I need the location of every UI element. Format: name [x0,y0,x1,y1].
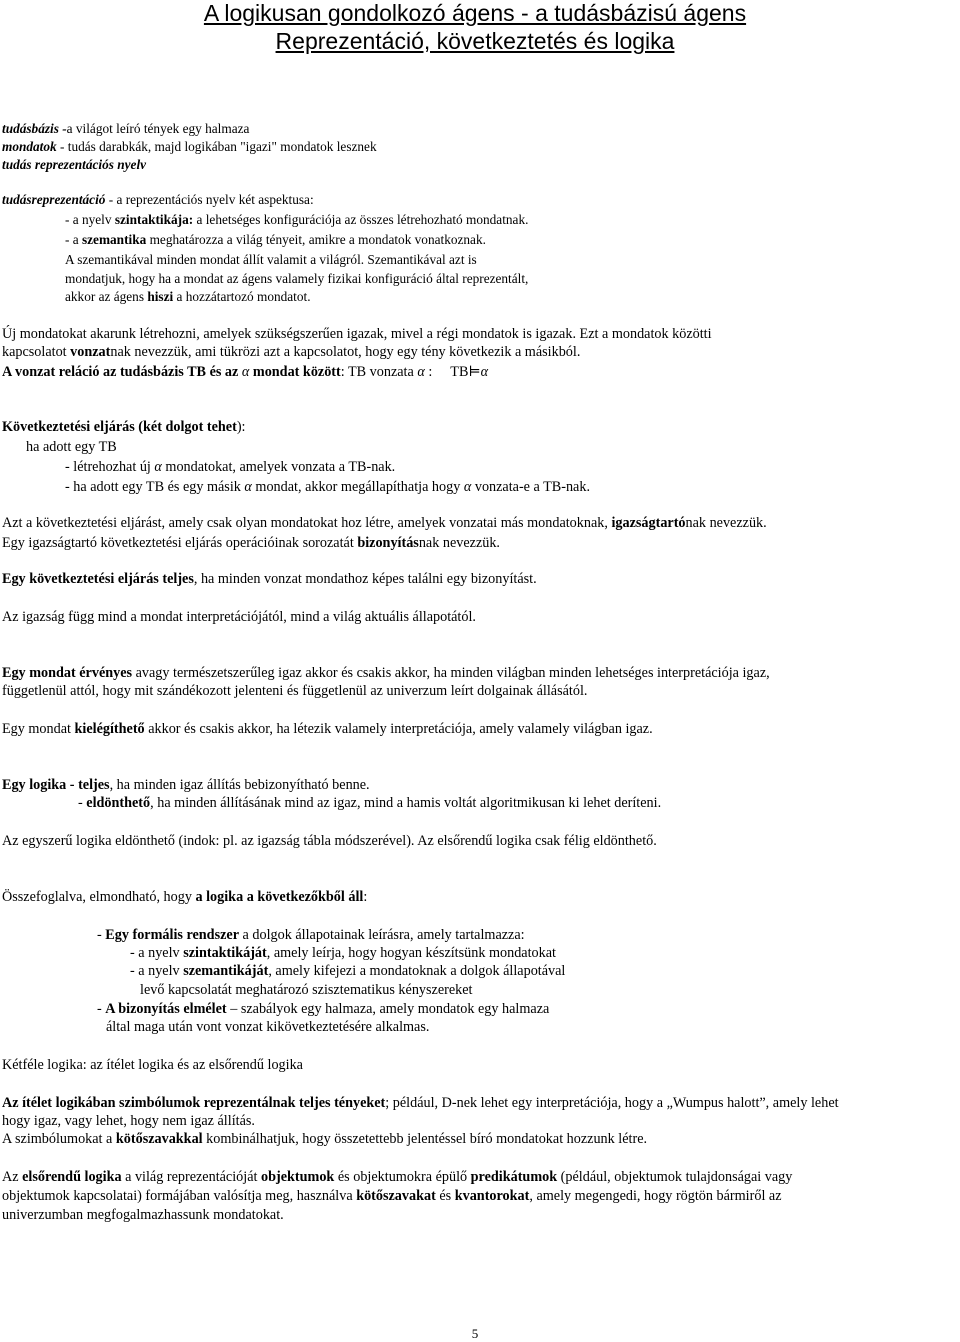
repr-line-3: - a szemantika meghatározza a világ tényeit, amikre a mondatok vonatkoznak. [65,232,486,247]
vonzat-line-2: kapcsolatot vonzatnak nevezzük, ami tükrözi azt a kapcsolatot, hogy egy tény következik a másikból. [2,344,581,360]
kovetk-line-1: ha adott egy TB [26,439,117,455]
repr-line-6: akkor az ágens hiszi a hozzátartozó mondatot. [65,289,311,304]
ketfele-line-2: Az ítélet logikában szimbólumok reprezentálnak teljes tényeket; például, D-nek lehet egy interpretációja, hogy a „Wumpus halott”, amely lehet [2,1095,839,1111]
alpha-symbol: α [154,459,162,475]
igazsag-line-4: Az igazság függ mind a mondat interpretációjától, mind a világ aktuális állapotától. [2,609,476,625]
kovetk-line-2: - létrehozhat új α mondatokat, amelyek vonzata a TB-nak. [65,459,396,475]
ketfele-line-6: objektumok kapcsolatai) formájában valósítja meg, használva kötőszavakat és kvantorokat, amely megengedi, hogy rögtön bármiről az [2,1188,782,1204]
ervenyes-line-3: Egy mondat kielégíthető akkor és csakis akkor, ha létezik valamely interpretációja, amely valamely világban igaz. [2,721,653,737]
repr-line-5: mondatjuk, hogy ha a mondat az ágens valamely fizikai konfiguráció által reprezentált, [65,271,529,286]
entails-symbol: ⊨ [468,364,481,380]
vonzat-line-3: A vonzat reláció az tudásbázis TB és az α mondat között: TB vonzata α : TB⊨α [2,364,489,380]
igazsag-line-1: Azt a következtetési eljárást, amely csak olyan mondatokat hoz létre, amelyek vonzatai más mondatoknak, igazságtartónak nevezzük. [2,515,767,531]
osszefog-line-1: Összefoglalva, elmondható, hogy a logika a következőkből áll: [2,889,368,905]
repr-line-4: A szemantikával minden mondat állít valamit a világról. Szemantikával azt is [65,252,477,267]
osszefog-item-1: - Egy formális rendszer a dolgok állapotainak leírásra, amely tartalmazza: [97,927,525,943]
intro-line-1: tudásbázis -a világot leíró tények egy halmaza [2,121,250,136]
igazsag-line-3: Egy következtetési eljárás teljes, ha minden vonzat mondathoz képes találni egy bizonyítást. [2,571,537,587]
kovetk-line-3: - ha adott egy TB és egy másik α mondat, akkor megállapíthatja hogy α vonzata-e a TB-nak. [65,479,590,495]
intro-line-2: mondatok - tudás darabkák, majd logikában "igazi" mondatok lesznek [2,139,377,154]
page-title-line2: Reprezentáció, következtetés és logika [275,28,675,54]
teljes-line-3: Az egyszerű logika eldönthető (indok: pl. az igazság tábla módszerével). Az elsőrendű logika csak félig eldönthető. [2,833,657,849]
ketfele-line-1: Kétféle logika: az ítélet logika és az elsőrendű logika [2,1057,303,1073]
teljes-line-2: - eldönthető, ha minden állításának mind az igaz, mind a hamis voltát algoritmikusan ki lehet deríteni. [78,795,662,811]
alpha-symbol: α [480,364,489,380]
ketfele-line-5: Az elsőrendű logika a világ reprezentációját objektumok és objektumokra épülő predikátumok (például, objektumok tulajdonságai vagy [2,1169,793,1185]
ketfele-line-7: univerzumban megfogalmazhassunk mondatokat. [2,1207,284,1223]
kovetk-heading: Következtetési eljárás (két dolgot tehet): [2,419,246,435]
alpha-symbol: α [241,364,250,380]
alpha-symbol: α [463,479,472,495]
igazsag-line-2: Egy igazságtartó következtetési eljárás operációinak sorozatát bizonyításnak nevezzük. [2,535,500,551]
repr-line-1: tudásreprezentáció - a reprezentációs nyelv két aspektusa: [2,192,314,207]
ervenyes-line-1: Egy mondat érvényes avagy természetszerűleg igaz akkor és csakis akkor, ha minden világban minden lehetséges interpretációja igaz, [2,665,770,681]
osszefog-item-6: által maga után vont vonzat kikövetkeztetésére alkalmas. [106,1019,430,1035]
term-mondatok: mondatok [2,139,57,154]
intro-line-3: tudás reprezentációs nyelv [2,157,147,172]
page-number: 5 [471,1326,479,1341]
term-tudasbazis: tudásbázis - [2,121,67,136]
alpha-symbol: α [244,479,252,495]
ketfele-line-3: hogy igaz, vagy lehet, hogy nem igaz állítás. [2,1113,255,1129]
ketfele-line-4: A szimbólumokat a kötőszavakkal kombinálhatjuk, hogy összetettebb jelentéssel bíró mondatokat hozzunk létre. [2,1131,648,1147]
repr-line-2: - a nyelv szintaktikája: a lehetséges konfigurációja az összes létrehozható mondatnak. [65,212,529,227]
osszefog-item-3: - a nyelv szemantikáját, amely kifejezi a mondatoknak a dolgok állapotával [130,963,566,979]
vonzat-line-1: Új mondatokat akarunk létrehozni, amelyek szükségszerűen igazak, mivel a régi mondatok is igazak. Ezt a mondatok közötti [2,326,712,342]
teljes-line-1: Egy logika - teljes, ha minden igaz állítás bebizonyítható benne. [2,777,370,793]
osszefog-item-2: - a nyelv szintaktikáját, amely leírja, hogy hogyan készítsünk mondatokat [130,945,556,961]
ervenyes-line-2: függetlenül attól, hogy mit szándékozott jelenteni és függetlenül az univerzum leírt dolgainak állásától. [2,683,588,699]
alpha-symbol: α [417,364,425,380]
osszefog-item-5: - A bizonyítás elmélet – szabályok egy halmaza, amely mondatok egy halmaza [97,1001,550,1017]
page-title-line1: A logikusan gondolkozó ágens - a tudásbázisú ágens [203,0,747,26]
osszefog-item-4: levő kapcsolatát meghatározó szisztematikus kényszereket [140,982,473,998]
